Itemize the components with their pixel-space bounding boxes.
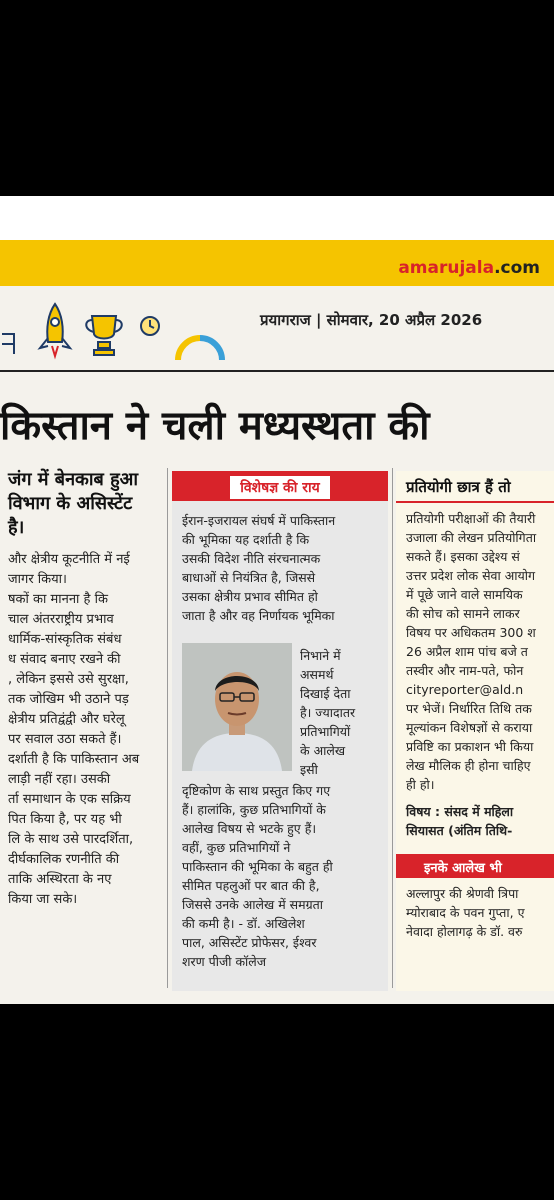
brand-domain: .com — [494, 258, 540, 278]
expert-body-bottom: दृष्टिकोण के साथ प्रस्तुत किए गए हैं। हालांकि, कुछ प्रतिभागियों के आलेख विषय से भटके हुए हैं। वहीं, कुछ प्रतिभागियों ने पाकिस्तान की भूमिका के बहुत ही सीमित पहलुओं पर बात की है, जिससे उनके आलेख में समग्रता की कमी है। - डॉ. अखिलेश पाल, असिस्टेंट प्रोफेसर, ईश्वर शरण पीजी कॉलेज — [182, 783, 333, 969]
rocket-icon — [40, 304, 70, 356]
right-names: अल्लापुर की श्रेणवी त्रिपा म्योराबाद के पवन गुप्ता, ए नेवादा होलागढ़ के डॉ. वरु — [406, 886, 525, 939]
expert-opinion-box — [172, 471, 388, 991]
right-title: प्रतियोगी छात्र हैं तो — [396, 471, 554, 503]
right-red-strip: इनके आलेख भी — [396, 854, 554, 878]
left-subhead: जंग में बेनकाब हुआ विभाग के असिस्टेंट है। — [8, 469, 139, 538]
column-divider — [392, 468, 393, 988]
dateline: प्रयागराज | सोमवार, 20 अप्रैल 2026 — [260, 311, 483, 329]
expert-body-side: निभाने में असमर्थ दिखाई देता है। ज्यादातर प्रतिभागियों के आलेख इसी — [300, 648, 356, 777]
portrait-image — [182, 643, 292, 771]
expert-photo — [182, 643, 292, 771]
person-icon — [2, 334, 14, 354]
left-column — [0, 468, 165, 988]
headline: किस्तान ने चली मध्यस्थता की — [0, 403, 430, 449]
expert-label: विशेषज्ञ की राय — [230, 476, 330, 499]
brand-logo — [398, 258, 540, 278]
column-divider — [167, 468, 168, 988]
right-subject: विषय : संसद में महिला सियासत (अंतिम तिथि- — [406, 804, 514, 838]
expert-label-band — [172, 471, 388, 501]
gauge-icon — [178, 338, 222, 360]
newspaper-clipping — [0, 196, 554, 1004]
expert-body-top: ईरान-इजरायल संघर्ष में पाकिस्तान की भूमिका यह दर्शाती है कि उसकी विदेश नीति संरचनात्मक बाधाओं से नियंत्रित है, जिससे उसका क्षेत्रीय प्रभाव सीमित हो जाता है और वह निर्णायक भूमिका — [182, 513, 336, 623]
clock-icon — [141, 317, 159, 335]
trophy-icon — [86, 316, 122, 355]
header-rule — [0, 370, 554, 372]
left-body: और क्षेत्रीय कूटनीति में नई जागर किया। षकों का मानना है कि चाल अंतरराष्ट्रीय प्रभाव धार्मिक-सांस्कृतिक संबंध ध संवाद बनाए रखने की , लेकिन इससे उसे सुरक्षा, तक जोखिम भी उठाने पड़ क्षेत्रीय प्रतिद्वंद्वी और घरेलू पर सवाल उठा सकते हैं। दर्शाती है कि पाकिस्तान अब लाड़ी नहीं रहा। उसकी र्ता समाधान के एक सक्रिय पित किया है, पर यह भी लि के साथ उसे पारदर्शिता, दीर्घकालिक रणनीति की ताकि अस्थिरता के नए किया जा सके। — [8, 552, 140, 907]
top-margin — [0, 196, 554, 240]
brand-name: amarujala — [398, 258, 495, 278]
decorative-illustration — [0, 294, 230, 366]
right-column — [396, 471, 554, 991]
right-body: प्रतियोगी परीक्षाओं की तैयारी उजाला की लेखन प्रतियोगिता सकते हैं। इसका उद्देश्य सं उत्तर प्रदेश लोक सेवा आयोग में पूछे जाने वाले सामयिक की सोच को सामने लाकर विषय पर अधिकतम 300 श 26 अप्रैल शाम पांच बजे त तस्वीर और नाम-पते, फोन cityreporter@ald.n पर भेजें। निर्धारित तिथि तक मूल्यांकन विशेषज्ञों से कराया प्रविष्टि का प्रकाशन भी किया लेख मौलिक ही होना चाहिए ही हो। — [406, 511, 537, 792]
